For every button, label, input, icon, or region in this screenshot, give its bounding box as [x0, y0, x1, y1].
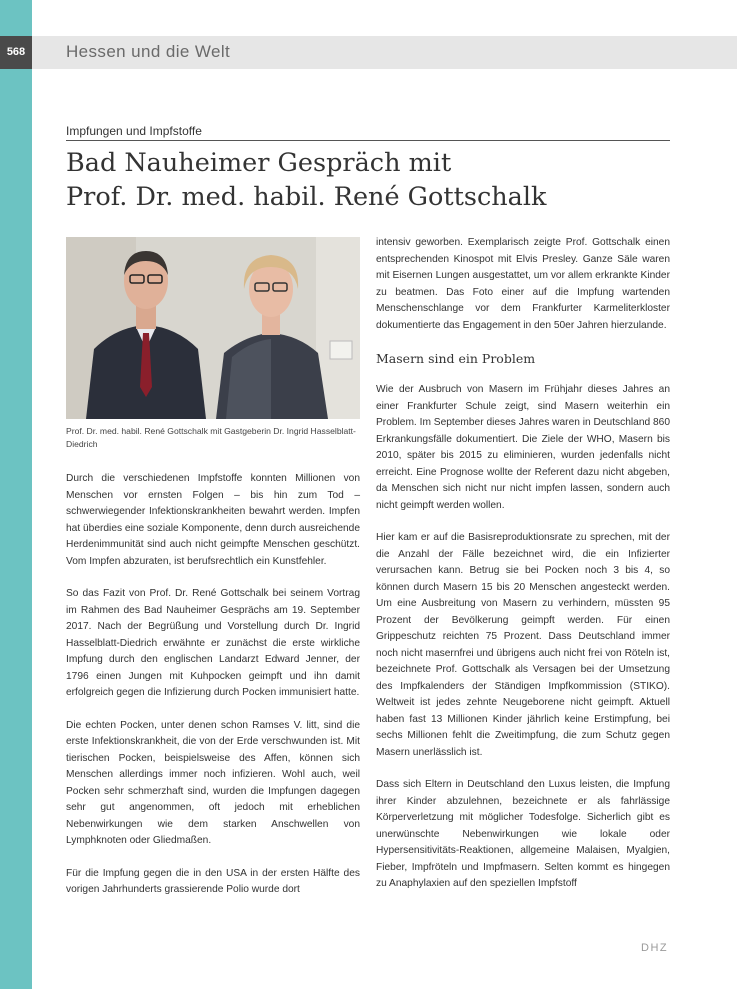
left-paragraph: So das Fazit von Prof. Dr. René Gottschalk bei seinem Vortrag im Rahmen des Bad Nauheimer Gesprächs am 19. September 2017. Nach der Begrüßung und Vorstellung durch Dr. Ingrid Hasselblatt-Diedrich erwähnte er zunächst die erste wirkliche Impfung durch den englischen Landarzt Edward Jenner, der 1796 einen Jungen mit Kuhpocken geimpft und ihn damit erfolgreich gegen die Infizierung durch Pocken immunisiert hatte.: [66, 588, 360, 698]
article-photo: [66, 237, 360, 419]
photo-caption: Prof. Dr. med. habil. René Gottschalk mit Gastgeberin Dr. Ingrid Hasselblatt-Diedrich: [66, 426, 356, 449]
right-paragraph: intensiv geworben. Exemplarisch zeigte Prof. Gottschalk einen entsprechenden Kinospot mit Elvis Presley. Ganze Säle waren mit Eisernen Lungen ausgestattet, um vor allem erkrankte Kinder zu beatmen. Das Foto einer auf die Impfung wartenden Menschenschlange vor dem Frankfurter Karmeliterkloster dokumentierte das Engagement in den 50er Jahren hierzulande.: [376, 237, 670, 331]
section-title: Hessen und die Welt: [66, 42, 231, 61]
article-headline: [66, 146, 670, 214]
article-kicker: Impfungen und Impfstoffe: [66, 124, 202, 138]
headline-line-1: Bad Nauheimer Gespräch mit: [66, 148, 452, 178]
right-column: [376, 235, 670, 909]
kicker-rule: [66, 140, 670, 141]
side-accent-bar: [0, 0, 32, 989]
publication-mark: DHZ: [641, 942, 669, 954]
left-paragraph: Durch die verschiedenen Impfstoffe konnten Millionen von Menschen vor ernsten Folgen – bis hin zum Tod – schwerwiegender Infektionskrankheiten bewahrt werden. Impfen hat überdies eine soziale Komponente, denn durch ausreichende Herdenimmunität sind auch nicht geimpfte Menschen geschützt. Vom Impfen abzuraten, ist berufsrechtlich ein Kunstfehler.: [66, 473, 360, 567]
headline-line-2: Prof. Dr. med. habil. René Gottschalk: [66, 182, 547, 212]
right-paragraph: Wie der Ausbruch von Masern im Frühjahr dieses Jahres an einer Frankfurter Schule zeigt, sind Masern weiterhin ein Problem. Im September dieses Jahres waren in Deutschland 860 Erkrankungsfälle dokumentiert. Die Ziele der WHO, Masern bis 2010, später bis 2015 zu eliminieren, wurden jedenfalls nicht erreicht. Eine Prognose wollte der Referent dazu nicht abgeben, da Menschen sich nicht nur nicht impfen lassen, sondern auch nicht geimpft werden wollen.: [376, 384, 670, 511]
subheading: Masern sind ein Problem: [376, 351, 536, 366]
right-paragraph: Hier kam er auf die Basisreproduktionsrate zu sprechen, mit der die Anzahl der Fälle bezeichnet wird, die ein Infizierter verursachen kann. Betrug sie bei Pocken noch 3 bis 4, so können durch Masern 15 bis 20 Menschen angesteckt werden. Um eine Ausbreitung von Masern zu verhindern, müssten 95 Prozent der Bevölkerung geimpft werden. Für einen Grippeschutz reichten 75 Prozent. Dass Deutschland immer noch nicht masernfrei und übrigens auch nicht frei von Röteln ist, bezeichnete Prof. Gottschalk als Versagen bei der Umsetzung des Impfkalenders der Ständigen Impfkommission (STIKO). Weltweit ist jedes zehnte Neugeborene nicht geimpft. Aktuell haben fast 13 Millionen Kinder jährlich keine Erstimpfung, bei sechs Millionen fehlt die Zweitimpfung, die zum Schutz gegen Masern unerlässlich ist.: [376, 532, 670, 758]
left-paragraph: Für die Impfung gegen die in den USA in der ersten Hälfte des vorigen Jahrhunderts grassierende Polio wurde dort: [66, 867, 360, 895]
left-paragraph: Die echten Pocken, unter denen schon Ramses V. litt, sind die erste Infektionskrankheit, die von der Erde verschwunden ist. Mit tierischen Pocken, beispielsweise des Affen, können sich Menschen allerdings immer noch infizieren. Wohl auch, weil Pocken sehr schmerzhaft sind, wurden die Impfungen dagegen sehr gut angenommen, oft jedoch mit erheblichen Nebenwirkungen wie dem starken Anschwellen von Lymphknoten oder Gliedmaßen.: [66, 719, 360, 846]
page-number: 568: [0, 36, 32, 69]
left-column: [66, 471, 360, 915]
right-paragraph: Dass sich Eltern in Deutschland den Luxus leisten, die Impfung ihrer Kinder abzulehnen, bezeichnete er als fahrlässige Körperverletzung mit möglicher Todesfolge. Sicherlich gibt es unerwünschte Nebenwirkungen wie lokale oder Hypersensitivitäts-Reaktionen, allgemeine Malaisen, Myalgien, Fieber, Impfröteln und Impfmasern. Selten kommt es hingegen zu Anaphylaxien auf den speziellen Impfstoff: [376, 779, 670, 889]
photo-illustration: [66, 237, 360, 419]
